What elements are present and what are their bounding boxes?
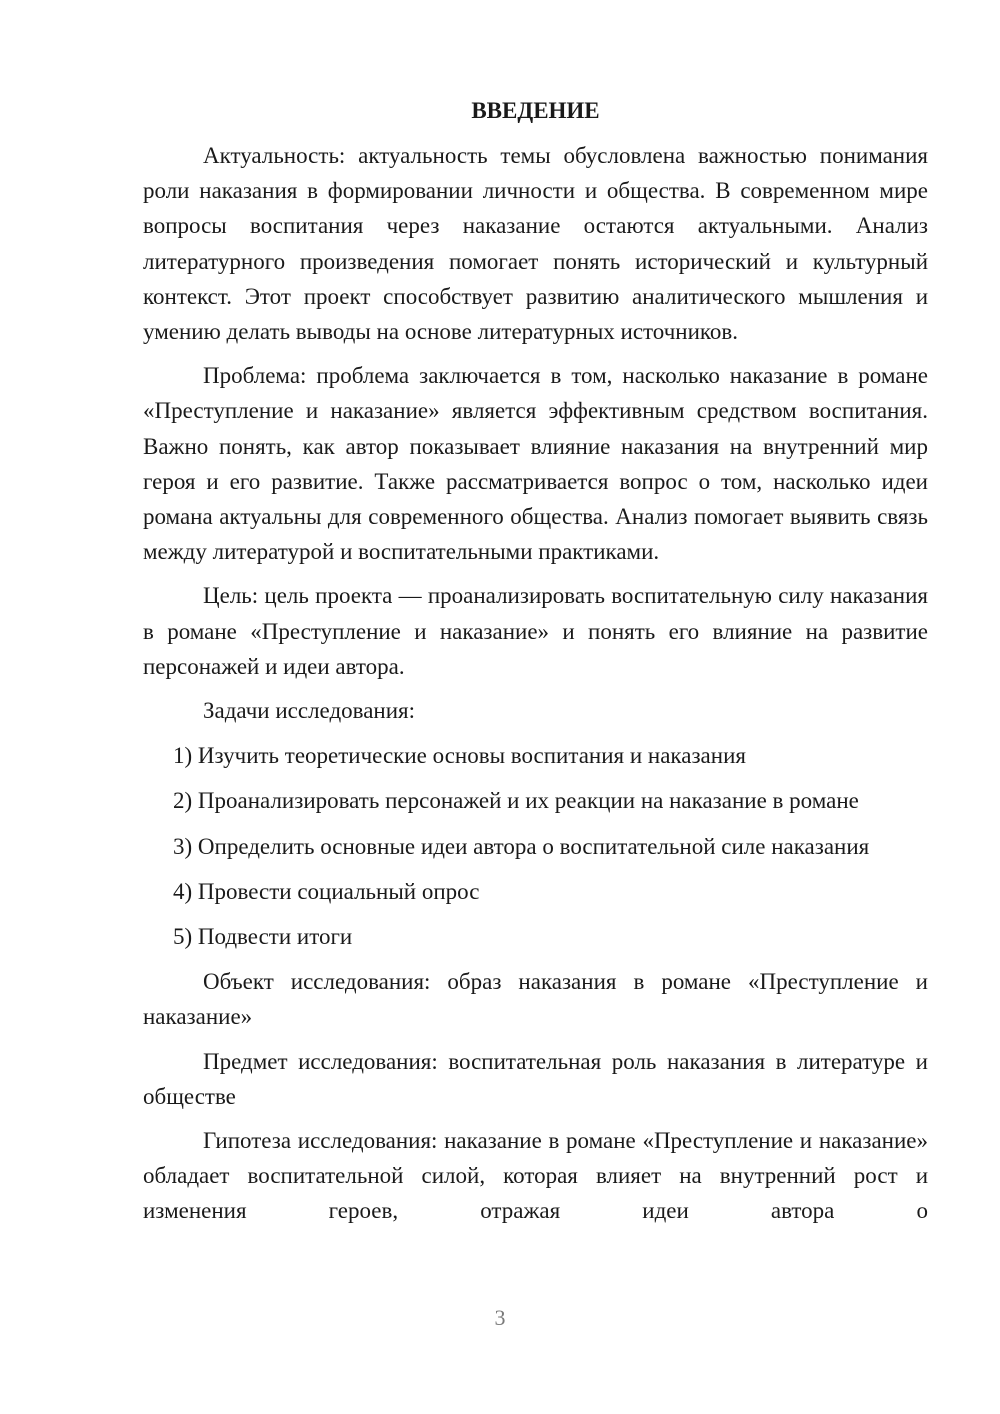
task-list bbox=[143, 738, 928, 954]
document-page bbox=[143, 93, 928, 1238]
tasks-heading: Задачи исследования: bbox=[203, 698, 416, 724]
problem-paragraph: Проблема: проблема заключается в том, насколько наказание в романе «Преступление и наказание» является эффективным средством воспитания. Важно понять, как автор показывает влияние наказания на внутренний мир героя и его развитие. Также рассматривается вопрос о том, насколько идеи романа актуальны для современного общества. Анализ помогает выявить связь между литературой и воспитательными практиками. bbox=[143, 363, 928, 565]
relevance-paragraph: Актуальность: актуальность темы обусловлена важностью понимания роли наказания в формировании личности и общества. В современном мире вопросы воспитания через наказание остаются актуальными. Анализ литературного произведения помогает понять исторический и культурный контекст. Этот проект способствует развитию аналитического мышления и умению делать выводы на основе литературных источников. bbox=[143, 143, 928, 345]
task-item: 1) Изучить теоретические основы воспитания и наказания bbox=[173, 743, 746, 769]
task-item: 5) Подвести итоги bbox=[173, 924, 353, 950]
goal-paragraph: Цель: цель проекта — проанализировать воспитательную силу наказания в романе «Преступление и наказание» и понять его влияние на развитие персонажей и идеи автора. bbox=[143, 583, 928, 679]
task-item: 3) Определить основные идеи автора о воспитательной силе наказания bbox=[173, 833, 870, 859]
hypothesis-paragraph: Гипотеза исследования: наказание в романе «Преступление и наказание» обладает воспитательной силой, которая влияет на внутренний рост и изменения героев, отражая идеи автора о bbox=[143, 1128, 928, 1224]
subject-paragraph: Предмет исследования: воспитательная роль наказания в литературе и обществе bbox=[143, 1048, 928, 1109]
page-number: 3 bbox=[494, 1305, 506, 1330]
task-item: 4) Провести социальный опрос bbox=[173, 878, 480, 904]
section-heading: ВВЕДЕНИЕ bbox=[471, 98, 600, 123]
object-paragraph: Объект исследования: образ наказания в романе «Преступление и наказание» bbox=[143, 969, 928, 1030]
task-item: 2) Проанализировать персонажей и их реакции на наказание в романе bbox=[173, 788, 859, 814]
